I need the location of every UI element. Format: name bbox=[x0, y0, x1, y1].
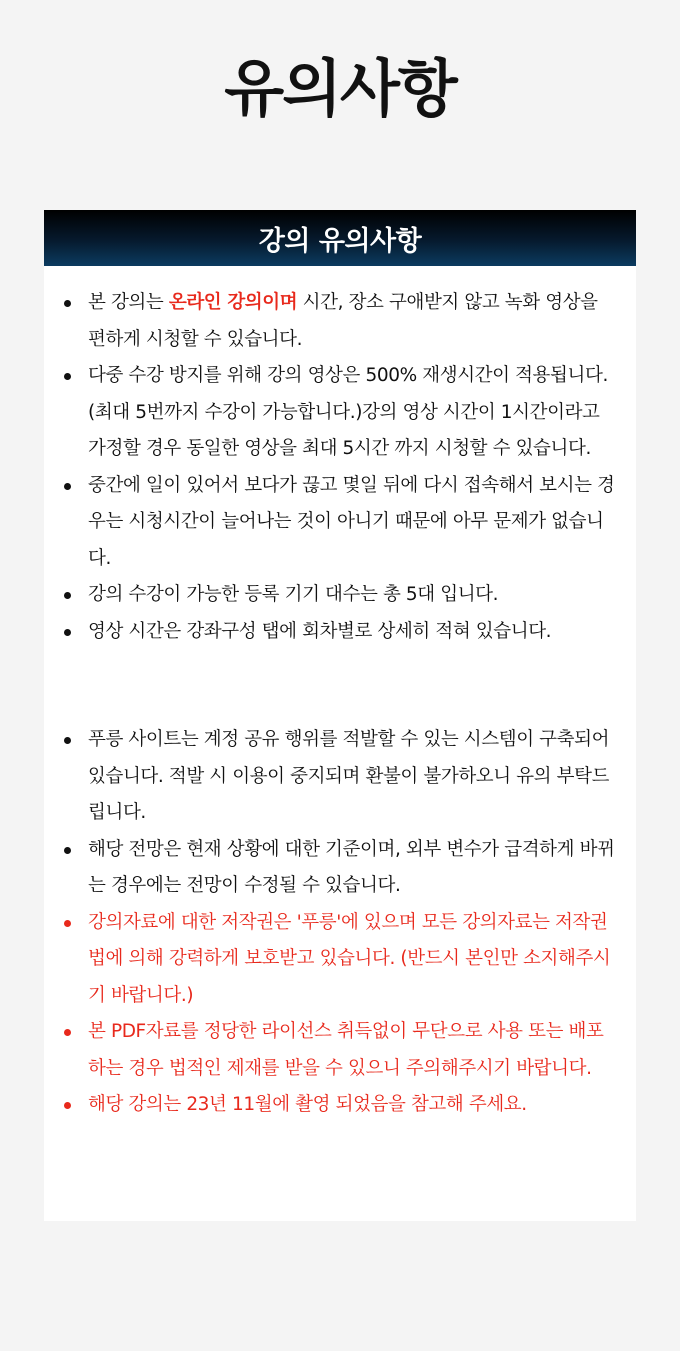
bullet-icon bbox=[64, 920, 71, 927]
bullet-icon bbox=[64, 483, 71, 490]
notice-list-secondary bbox=[44, 722, 636, 1124]
list-item bbox=[88, 285, 620, 358]
bullet-icon bbox=[64, 737, 71, 744]
notice-card-header: 강의 유의사항 bbox=[44, 210, 636, 266]
list-item bbox=[88, 722, 620, 832]
list-item-text: 해당 강의는 23년 11월에 촬영 되었음을 참고해 주세요. bbox=[88, 1094, 527, 1115]
bullet-icon bbox=[64, 373, 71, 380]
list-item-text: 푸릉 사이트는 계정 공유 행위를 적발할 수 있는 시스템이 구축되어있습니다. 적발 시 이용이 중지되며 환불이 불가하오니 유의 부탁드립니다. bbox=[88, 729, 610, 823]
list-item-text: 본 PDF자료를 정당한 라이선스 취득없이 무단으로 사용 또는 배포하는 경우 법적인 제재를 받을 수 있으니 주의해주시기 바랍니다. bbox=[88, 1021, 604, 1079]
list-item-warning bbox=[88, 1087, 620, 1124]
list-item bbox=[88, 577, 620, 614]
list-item-text: 강의 수강이 가능한 등록 기기 대수는 총 5대 입니다. bbox=[88, 584, 499, 605]
list-item bbox=[88, 832, 620, 905]
page-title: 유의사항 bbox=[224, 52, 456, 125]
list-item bbox=[88, 358, 620, 468]
notice-list-primary bbox=[44, 285, 636, 650]
bullet-icon bbox=[64, 1102, 71, 1109]
list-item-text: 중간에 일이 있어서 보다가 끊고 몇일 뒤에 다시 접속해서 보시는 경우는 시청시간이 늘어나는 것이 아니기 때문에 아무 문제가 없습니다. bbox=[88, 474, 615, 569]
online-lecture-highlight: 온라인 강의이며 bbox=[168, 292, 298, 313]
list-item-text: 본 강의는 bbox=[88, 292, 169, 313]
bullet-icon bbox=[64, 847, 71, 854]
bullet-icon bbox=[64, 300, 71, 307]
list-item-text: 시간, 장소 구애받지 않고 녹화 영상을 편하게 시청할 수 있습니다. bbox=[88, 292, 598, 350]
list-item-text: 해당 전망은 현재 상황에 대한 기준이며, 외부 변수가 급격하게 바뀌는 경우에는 전망이 수정될 수 있습니다. bbox=[88, 838, 615, 896]
list-item-text: 다중 수강 방지를 위해 강의 영상은 500% 재생시간이 적용됩니다. (최대 5번까지 수강이 가능합니다.)강의 영상 시간이 1시간이라고 가정할 경우 동일한 영상을 최대 5시간 까지 시청할 수 있습니다. bbox=[88, 365, 608, 459]
list-item-warning bbox=[88, 905, 620, 1015]
bullet-icon bbox=[64, 592, 71, 599]
list-item-text: 강의자료에 대한 저작권은 '푸릉'에 있으며 모든 강의자료는 저작권법에 의해 강력하게 보호받고 있습니다. (반드시 본인만 소지해주시기 바랍니다.) bbox=[88, 911, 611, 1006]
bullet-icon bbox=[64, 629, 71, 636]
list-item bbox=[88, 614, 620, 651]
notice-card bbox=[44, 210, 636, 1221]
bullet-icon bbox=[64, 1029, 71, 1036]
list-item bbox=[88, 468, 620, 578]
list-item-warning bbox=[88, 1014, 620, 1087]
list-item-text: 영상 시간은 강좌구성 탭에 회차별로 상세히 적혀 있습니다. bbox=[88, 620, 552, 642]
